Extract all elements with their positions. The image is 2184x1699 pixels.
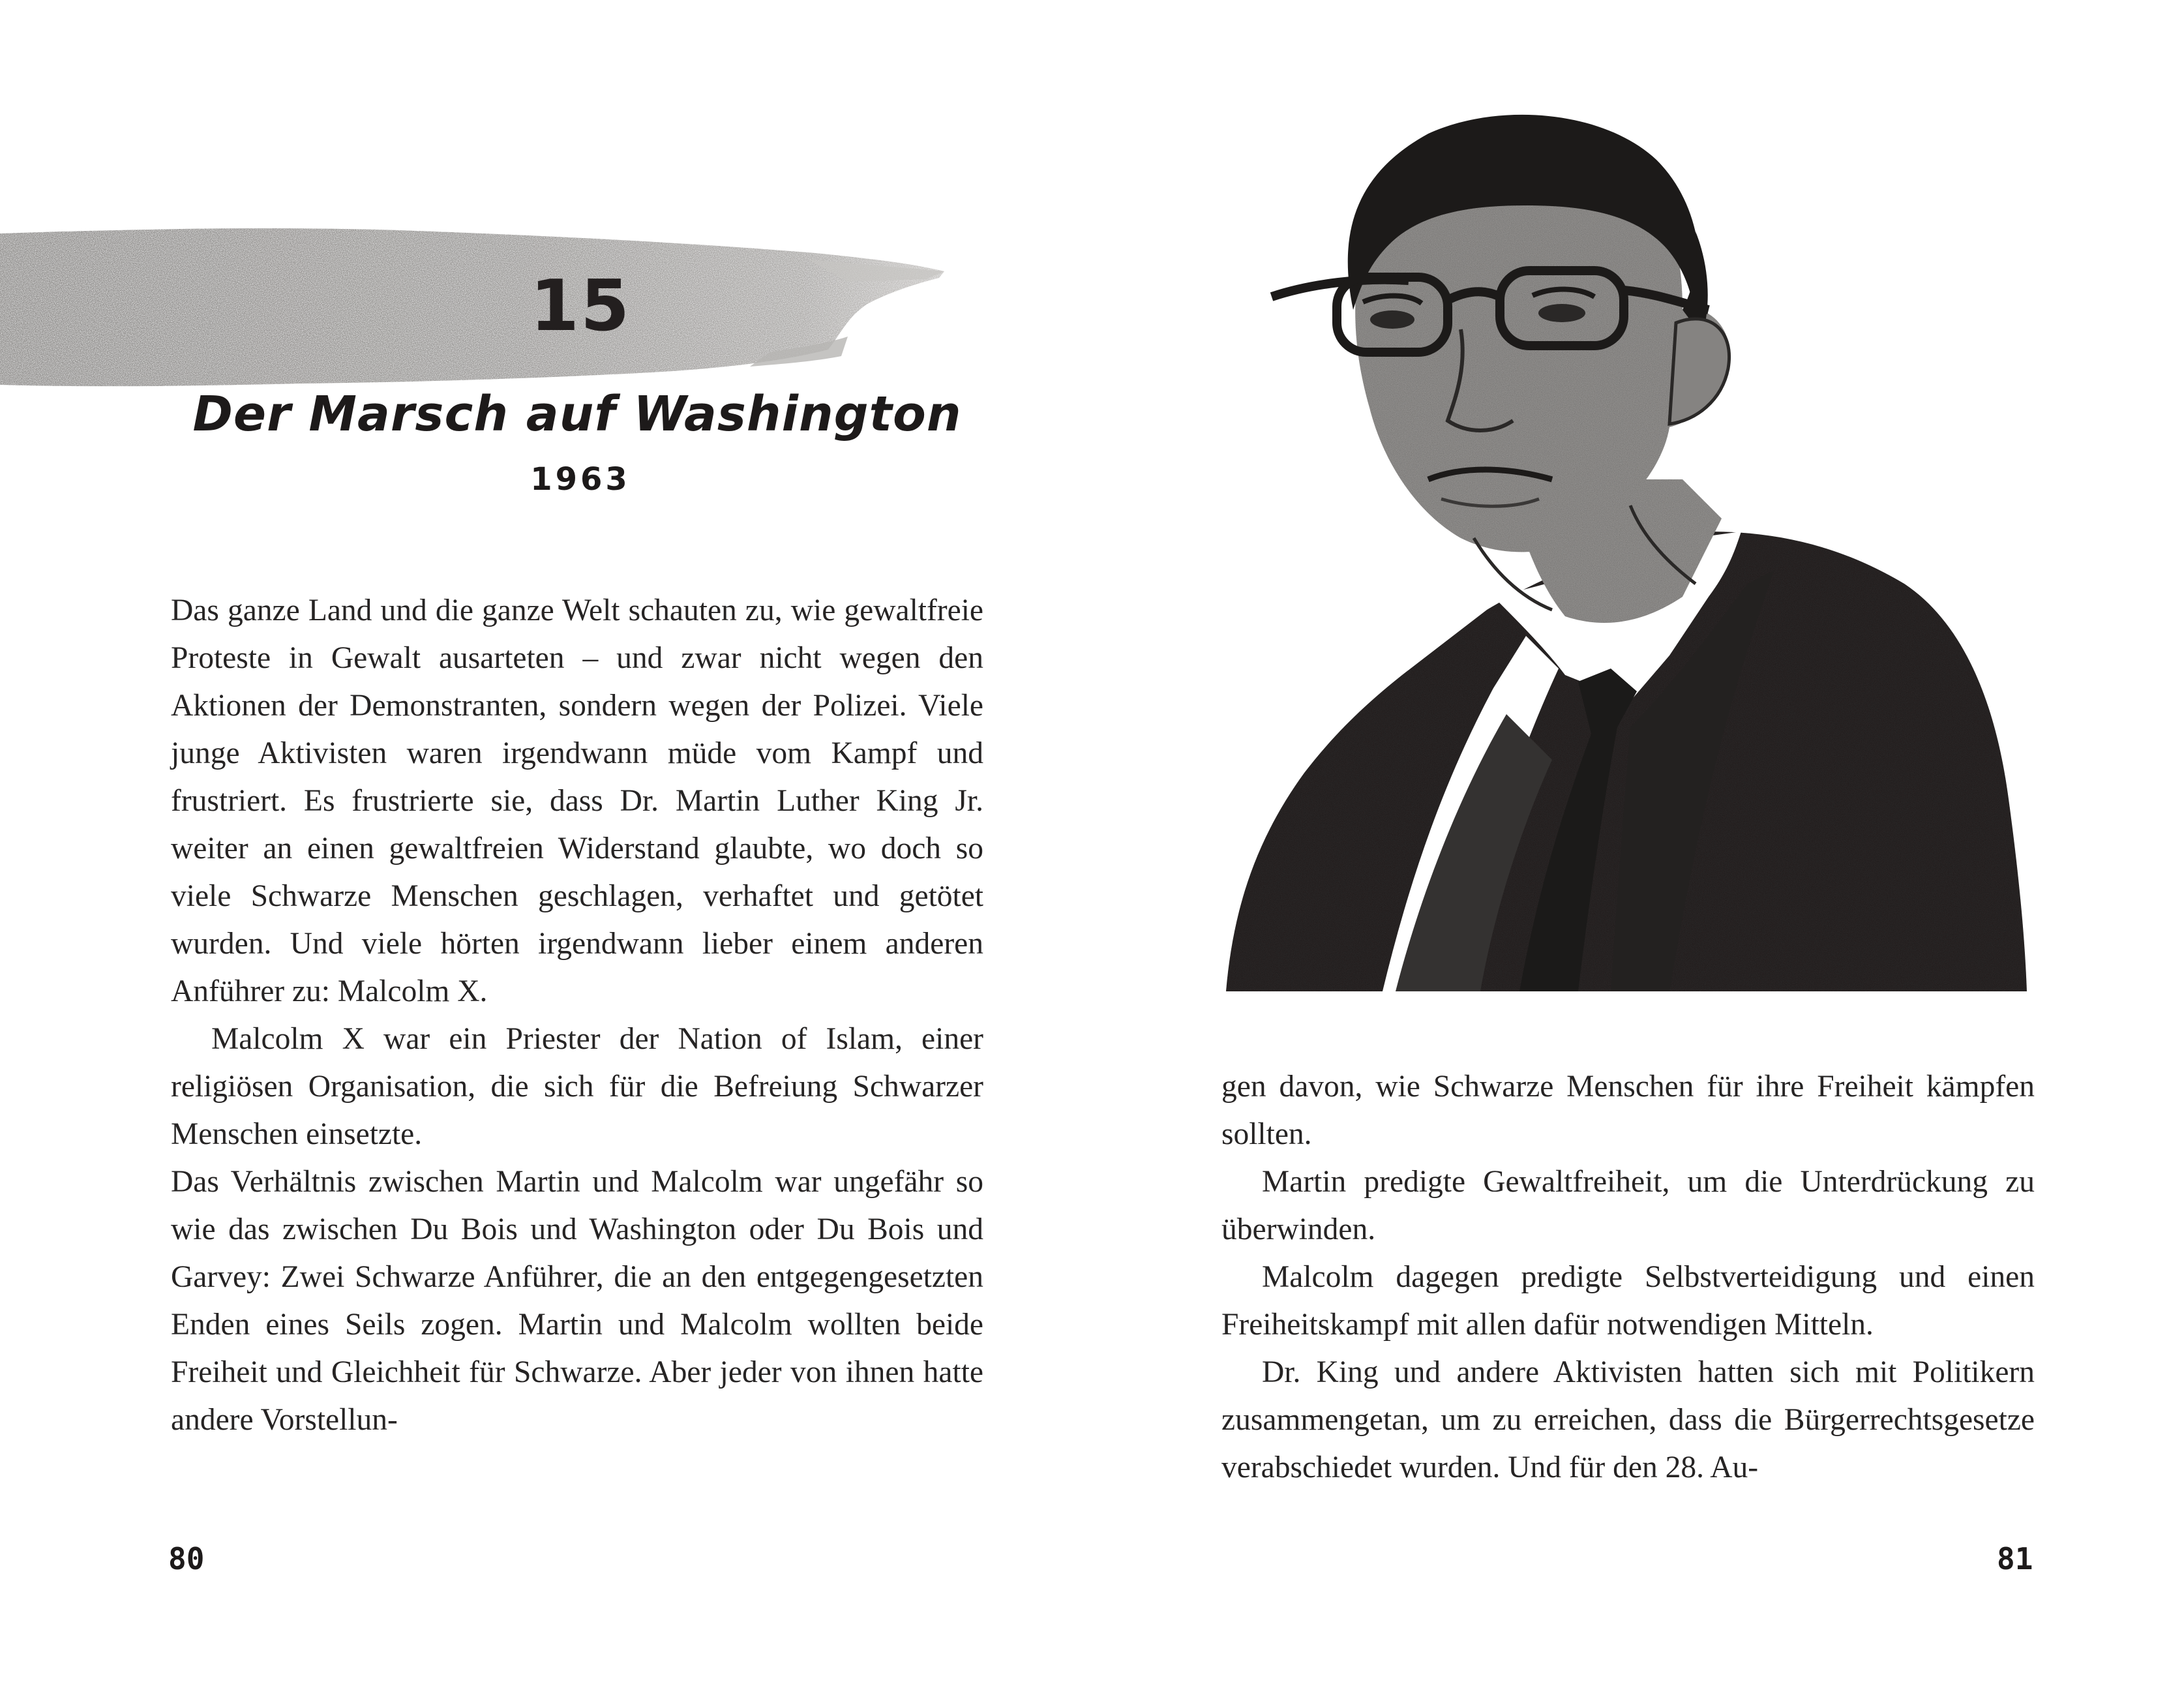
page-number: 81 [1997, 1541, 2033, 1576]
chapter-number: 15 [530, 265, 631, 347]
paragraph: Martin predigte Gewaltfreiheit, um die Unterdrückung zu überwinden. [1221, 1165, 2035, 1246]
page-number: 80 [168, 1541, 205, 1576]
paragraph: Das ganze Land und die ganze Welt schauten zu, wie gewaltfreie Proteste in Gewalt ausarteten – und zwar nicht wegen den Aktionen der Demonstranten, sondern wegen der Polizei. Viele junge Aktivisten waren irgendwann müde vom Kampf und frustriert. Es frustrierte sie, dass Dr. Martin Luther King Jr. weiter an einen gewaltfreien Widerstand glaubte, wo doch so viele Schwarze Menschen geschlagen, verhaftet und getötet wurden. Und viele hörten irgendwann lieber einem anderen Anführer zu: Malcolm X. [171, 594, 983, 1008]
right-body-text [1221, 1063, 2035, 1492]
paragraph: Malcolm dagegen predigte Selbstverteidigung und einen Freiheitskampf mit allen dafür notwendigen Mitteln. [1221, 1260, 2035, 1342]
paragraph: Das Verhältnis zwischen Martin und Malcolm war ungefähr so wie das zwischen Du Bois und Washington oder Du Bois und Garvey: Zwei Schwarze Anführer, die an den entgegengesetzten Enden eines Seils zogen. Martin und Malcolm wollten beide Freiheit und Gleichheit für Schwarze. Aber jeder von ihnen hatte andere Vorstellun- [171, 1165, 983, 1437]
paragraph: gen davon, wie Schwarze Menschen für ihre Freiheit kämpfen sollten. [1221, 1070, 2035, 1151]
ear [1669, 319, 1729, 424]
chapter-year: 1963 [530, 461, 631, 498]
chapter-title: Der Marsch auf Washington [192, 386, 962, 442]
portrait-illustration [1213, 114, 2035, 1017]
left-body-text [171, 587, 983, 1444]
paragraph: Malcolm X war ein Priester der Nation of Islam, einer religiösen Organisation, die sich für die Befreiung Schwarzer Menschen einsetzte. [171, 1022, 983, 1151]
paragraph: Dr. King und andere Aktivisten hatten sich mit Politikern zusammengetan, um zu erreichen, dass die Bürgerrechtsgesetze verabschiedet wurden. Und für den 28. Au- [1221, 1355, 2035, 1484]
